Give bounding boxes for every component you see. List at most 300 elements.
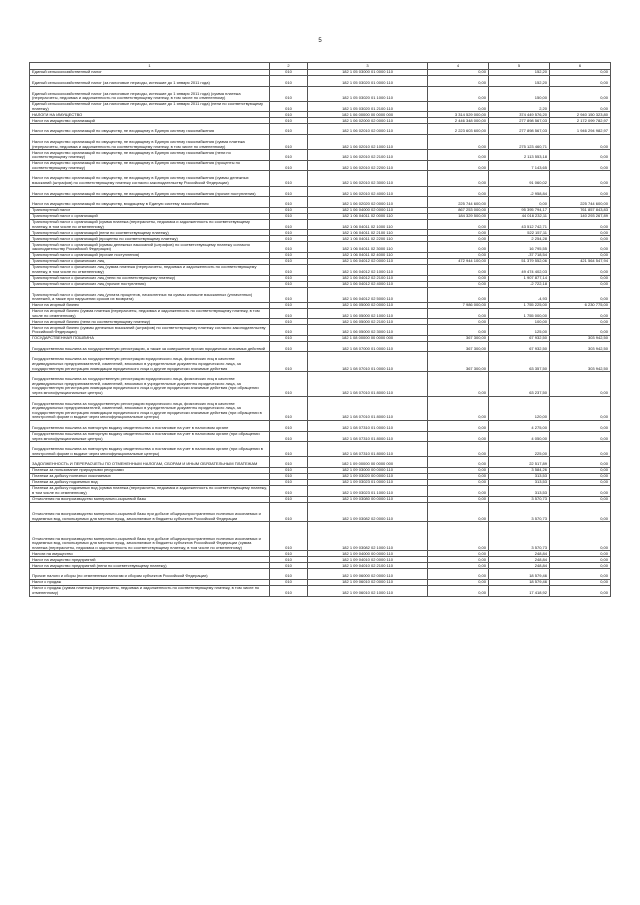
row-remaining: 0,00 — [550, 557, 611, 563]
table-row — [30, 171, 611, 186]
row-kbk: 182 1 06 02010 02 2100 110 — [308, 150, 428, 161]
row-code: 010 — [270, 242, 308, 253]
row-plan: 0,00 — [428, 230, 489, 236]
row-plan: 0,00 — [428, 287, 489, 302]
row-executed: 43 512 742,71 — [489, 219, 550, 230]
row-kbk: 182 1 06 05000 02 2100 110 — [308, 319, 428, 325]
row-remaining: 0,00 — [550, 101, 611, 112]
table-row — [30, 76, 611, 87]
row-name: Налог с продаж (сумма платежа (перерасчеты, недоимка и задолженность по соответствующему платежу, в том числе по отмененному) — [30, 586, 270, 597]
row-kbk: 182 1 06 04012 02 5000 110 — [308, 287, 428, 302]
table-row — [30, 186, 611, 197]
row-remaining: 0,00 — [550, 70, 611, 76]
row-plan: 0,00 — [428, 86, 489, 101]
row-plan: 0,00 — [428, 252, 489, 258]
row-remaining: 2 940 150 323,80 — [550, 112, 611, 118]
row-name: Налог на имущество организаций по имуществу, не входящему в Единую систему газоснабжения (пени по соответствующему платежу) — [30, 150, 270, 161]
row-executed: 67 932,50 — [489, 335, 550, 341]
row-name: Платежи за добычу подземных вод — [30, 480, 270, 486]
row-name: Единый сельскохозяйственный налог (за налоговые периоды, истекшие до 1 января 2011 года) (пени по соответствующему платежу) — [30, 101, 270, 112]
row-remaining: 0,00 — [550, 486, 611, 497]
row-remaining: 0,00 — [550, 219, 611, 230]
row-executed: 125,00 — [489, 325, 550, 336]
header-row — [30, 63, 611, 70]
row-remaining: 0,00 — [550, 457, 611, 468]
row-kbk: 182 1 09 03080 00 0000 110 — [308, 496, 428, 502]
row-name: Отчисления на воспроизводство минерально-сырьевой базы при добыче общераспространенных полезных ископаемых и подземных вод, используемых для местных нужд, зачисляемые в бюджеты субъектов Российской Федерации — [30, 502, 270, 522]
row-remaining: 0,00 — [550, 474, 611, 480]
row-remaining: 0,00 — [550, 242, 611, 253]
row-executed: 3 570,73 — [489, 522, 550, 551]
row-kbk: 182 1 06 04011 02 2100 110 — [308, 230, 428, 236]
header-cell: 1 — [30, 63, 270, 70]
row-code: 010 — [270, 76, 308, 87]
row-remaining: 0,00 — [550, 281, 611, 287]
row-executed: 152,20 — [489, 70, 550, 76]
row-remaining: 0,00 — [550, 76, 611, 87]
row-plan: 0,00 — [428, 442, 489, 457]
row-executed: 1 755 225,00 — [489, 302, 550, 308]
row-code: 010 — [270, 352, 308, 372]
row-executed: 313,53 — [489, 474, 550, 480]
row-kbk: 182 1 09 03082 02 0000 110 — [308, 502, 428, 522]
table-row — [30, 150, 611, 161]
row-kbk: 182 1 08 07310 01 8000 110 — [308, 431, 428, 442]
row-kbk: 182 1 09 04010 02 0000 110 — [308, 557, 428, 563]
row-remaining: 0,00 — [550, 580, 611, 586]
row-code: 010 — [270, 230, 308, 236]
row-code: 010 — [270, 264, 308, 275]
row-code: 010 — [270, 171, 308, 186]
row-executed: -2 722,18 — [489, 281, 550, 287]
table-row — [30, 442, 611, 457]
row-executed: 7 143,65 — [489, 160, 550, 171]
row-executed: 313,53 — [489, 480, 550, 486]
row-kbk: 182 1 06 05000 02 0000 110 — [308, 302, 428, 308]
row-code: 010 — [270, 372, 308, 396]
row-plan: 0,00 — [428, 421, 489, 432]
row-plan: 867 253 000,00 — [428, 207, 489, 213]
row-executed: 16 795,55 — [489, 242, 550, 253]
row-code: 010 — [270, 236, 308, 242]
row-code: 010 — [270, 124, 308, 135]
row-code: 010 — [270, 522, 308, 551]
row-code: 010 — [270, 197, 308, 208]
row-name: Транспортный налог с организаций (прочие поступления) — [30, 252, 270, 258]
table-row — [30, 86, 611, 101]
row-kbk: 182 1 06 04012 02 0000 110 — [308, 258, 428, 264]
row-remaining: 1 946 294 982,97 — [550, 124, 611, 135]
row-name: ГОСУДАРСТВЕННАЯ ПОШЛИНА — [30, 335, 270, 341]
row-remaining: 0,00 — [550, 230, 611, 236]
row-executed: -37 718,54 — [489, 252, 550, 258]
table-row — [30, 522, 611, 551]
header-cell: 5 — [489, 63, 550, 70]
row-executed: -4,93 — [489, 287, 550, 302]
table-row — [30, 134, 611, 149]
row-name: Транспортный налог с организаций (сумма платежа (перерасчеты, недоимка и задолженность по соответствующему платежу, в том числе по отмененному) — [30, 219, 270, 230]
row-executed: 91 060,02 — [489, 171, 550, 186]
row-remaining: 0,00 — [550, 563, 611, 569]
row-executed: 95 395 794,17 — [489, 207, 550, 213]
row-code: 010 — [270, 70, 308, 76]
row-remaining: 0,00 — [550, 287, 611, 302]
row-kbk: 182 1 06 02010 02 1000 110 — [308, 134, 428, 149]
row-kbk: 182 1 06 02000 02 0000 110 — [308, 118, 428, 124]
row-executed: 150,00 — [489, 86, 550, 101]
row-name: Платежи за пользование природными ресурсами — [30, 468, 270, 474]
row-plan: 0,00 — [428, 101, 489, 112]
row-name: Единый сельскохозяйственный налог (за налоговые периоды, истекшие до 1 января 2011 года) — [30, 76, 270, 87]
row-plan: 7 986 000,00 — [428, 302, 489, 308]
row-code: 010 — [270, 302, 308, 308]
row-code: 010 — [270, 319, 308, 325]
row-name: Налог на имущество организаций по имуществу, не входящему в Единую систему газоснабжения — [30, 124, 270, 135]
row-kbk: 182 1 06 04011 02 3000 110 — [308, 242, 428, 253]
row-code: 010 — [270, 86, 308, 101]
row-kbk: 182 1 08 07010 01 8000 110 — [308, 396, 428, 420]
row-kbk: 182 1 09 03020 00 0000 110 — [308, 474, 428, 480]
row-plan: 367 300,00 — [428, 352, 489, 372]
row-kbk: 182 1 08 07010 01 8000 110 — [308, 372, 428, 396]
row-name: Налог на имущество предприятий — [30, 557, 270, 563]
row-kbk: 182 1 06 04012 02 2100 110 — [308, 275, 428, 281]
row-kbk: 182 1 09 00000 00 0000 000 — [308, 457, 428, 468]
row-name: Платежи за добычу полезных ископаемых — [30, 474, 270, 480]
header-cell: 4 — [428, 63, 489, 70]
row-name: Платежи за добычу подземных вод (сумма платежа (перерасчеты, недоимка и задолженность по соответствующему платежу, в том числе по отмененному) — [30, 486, 270, 497]
row-code: 010 — [270, 112, 308, 118]
header-cell: 3 — [308, 63, 428, 70]
row-code: 010 — [270, 421, 308, 432]
row-executed: 248,84 — [489, 557, 550, 563]
row-executed: 49 474 402,03 — [489, 264, 550, 275]
row-remaining: 6 230 775,00 — [550, 302, 611, 308]
row-kbk: 182 1 09 04010 02 2100 110 — [308, 563, 428, 569]
row-code: 010 — [270, 287, 308, 302]
row-remaining: 0,00 — [550, 264, 611, 275]
row-kbk: 182 1 05 03020 01 0000 110 — [308, 76, 428, 87]
row-remaining: 0,00 — [550, 252, 611, 258]
row-name: Транспортный налог с организаций (суммы денежных взысканий (штрафов) по соответствующему платежу согласно законодательству Российской Федерации) — [30, 242, 270, 253]
row-name: Транспортный налог с физических лиц (уплата процентов, начисленных на суммы излишне взысканных (уплаченных) платежей, а также при нарушении сроков их возврата) — [30, 287, 270, 302]
row-name: Государственная пошлина за повторную выдачу свидетельства о постановке на учет в налоговом органе (при обращении в электронной форме и выдаче через многофункциональные центры) — [30, 442, 270, 457]
row-code: 010 — [270, 252, 308, 258]
row-kbk: 182 1 09 03023 01 0000 110 — [308, 480, 428, 486]
row-remaining: 0,00 — [550, 150, 611, 161]
row-executed: 2 113 553,18 — [489, 150, 550, 161]
header-cell: 6 — [550, 63, 611, 70]
row-code: 010 — [270, 569, 308, 580]
row-remaining: 0,00 — [550, 275, 611, 281]
row-code: 010 — [270, 335, 308, 341]
row-name: Транспортный налог с физических лиц (прочие поступления) — [30, 281, 270, 287]
row-code: 010 — [270, 496, 308, 502]
row-plan: 0,00 — [428, 171, 489, 186]
row-executed: 18 579,46 — [489, 580, 550, 586]
row-code: 010 — [270, 486, 308, 497]
table-row — [30, 308, 611, 319]
row-name: Налог на игорный бизнес — [30, 302, 270, 308]
row-remaining: 0,00 — [550, 325, 611, 336]
row-executed: 67 932,50 — [489, 341, 550, 352]
row-kbk: 182 1 06 04012 02 1000 110 — [308, 264, 428, 275]
table-row — [30, 502, 611, 522]
row-remaining: 0,00 — [550, 171, 611, 186]
row-code: 010 — [270, 474, 308, 480]
row-kbk: 182 1 06 02010 02 4000 110 — [308, 186, 428, 197]
row-name: Налог с продаж — [30, 580, 270, 586]
row-remaining: 0,00 — [550, 551, 611, 557]
row-name: Налог на имущество организаций по имуществу, входящему в Единую систему газоснабжения — [30, 197, 270, 208]
row-name: Налог на имущество организаций по имуществу, не входящему в Единую систему газоснабжения (сумма платежа (перерасчеты, недоимка и задолженность по соответствующему платежу, в том числе по отмененному) — [30, 134, 270, 149]
row-executed: 17 418,92 — [489, 586, 550, 597]
row-plan: 184 329 500,00 — [428, 213, 489, 219]
row-code: 010 — [270, 341, 308, 352]
row-remaining: 0,00 — [550, 421, 611, 432]
row-kbk: 182 1 09 03023 01 1000 110 — [308, 486, 428, 497]
row-code: 010 — [270, 213, 308, 219]
row-executed: 100,00 — [489, 319, 550, 325]
row-code: 010 — [270, 150, 308, 161]
row-remaining: 303 942,50 — [550, 335, 611, 341]
row-code: 010 — [270, 580, 308, 586]
row-executed: 22 517,89 — [489, 457, 550, 468]
row-remaining: 0,00 — [550, 586, 611, 597]
row-name: Налог на игорный бизнес (суммы денежных взысканий (штрафов) по соответствующему платежу согласно законодательству Российской Федерации) — [30, 325, 270, 336]
row-kbk: 182 1 09 06010 02 0000 110 — [308, 580, 428, 586]
table-row — [30, 242, 611, 253]
table-row — [30, 569, 611, 580]
row-kbk: 182 1 06 05000 02 1000 110 — [308, 308, 428, 319]
row-executed: 2,20 — [489, 101, 550, 112]
row-plan: 0,00 — [428, 160, 489, 171]
row-plan: 0,00 — [428, 325, 489, 336]
row-remaining: 761 857 843,83 — [550, 207, 611, 213]
table-row — [30, 421, 611, 432]
row-executed: 63 357,50 — [489, 352, 550, 372]
row-executed: 0,00 — [489, 197, 550, 208]
row-code: 010 — [270, 207, 308, 213]
row-executed: 120,00 — [489, 396, 550, 420]
row-executed: 4 050,00 — [489, 431, 550, 442]
row-kbk: 182 1 09 03000 00 0000 110 — [308, 468, 428, 474]
row-remaining: 303 942,50 — [550, 341, 611, 352]
table-row — [30, 341, 611, 352]
row-code: 010 — [270, 134, 308, 149]
row-name: Налог на имущество организаций по имуществу, не входящему в Единую систему газоснабжения (проценты по соответствующему платежу) — [30, 160, 270, 171]
table-row — [30, 101, 611, 112]
row-remaining: 0,00 — [550, 160, 611, 171]
row-remaining: 225 744 600,00 — [550, 197, 611, 208]
row-kbk: 182 1 09 04000 00 0000 110 — [308, 551, 428, 557]
table-row — [30, 325, 611, 336]
row-code: 010 — [270, 396, 308, 420]
row-plan: 2 223 603 600,00 — [428, 124, 489, 135]
row-plan: 0,00 — [428, 431, 489, 442]
row-code: 010 — [270, 160, 308, 171]
row-code: 010 — [270, 480, 308, 486]
row-executed: 225,00 — [489, 442, 550, 457]
row-executed: 2 254,28 — [489, 236, 550, 242]
row-plan: 0,00 — [428, 396, 489, 420]
row-executed: 1 907 877,14 — [489, 275, 550, 281]
row-name: Налоги на имущество — [30, 551, 270, 557]
row-code: 010 — [270, 308, 308, 319]
row-code: 010 — [270, 431, 308, 442]
row-plan: 0,00 — [428, 319, 489, 325]
row-remaining: 0,00 — [550, 431, 611, 442]
row-plan: 0,00 — [428, 502, 489, 522]
row-kbk: 182 1 06 05000 02 3000 110 — [308, 325, 428, 336]
row-name: Транспортный налог с физических лиц (сумма платежа (перерасчеты, недоимка и задолженность по соответствующему платежу, в том числе по отмененному) — [30, 264, 270, 275]
row-kbk: 182 1 08 07310 01 8000 110 — [308, 442, 428, 457]
row-name: Налог на имущество организаций по имуществу, не входящему в Единую систему газоснабжения (прочие поступления) — [30, 186, 270, 197]
table-row — [30, 197, 611, 208]
table-row — [30, 457, 611, 468]
row-executed: -2 958,84 — [489, 186, 550, 197]
row-remaining: 0,00 — [550, 372, 611, 396]
row-kbk: 182 1 08 07010 01 0000 110 — [308, 352, 428, 372]
table-row — [30, 264, 611, 275]
row-name: Налог на имущество организаций по имуществу, не входящему в Единую систему газоснабжения (суммы денежных взысканий (штрафов) по соответствующему платежу согласно законодательству Российской Федерации) — [30, 171, 270, 186]
row-plan: 0,00 — [428, 580, 489, 586]
row-plan: 0,00 — [428, 134, 489, 149]
row-executed: 277 898 567,03 — [489, 118, 550, 124]
row-code: 010 — [270, 468, 308, 474]
report-table — [29, 62, 611, 597]
table-row — [30, 124, 611, 135]
row-executed: 313,53 — [489, 486, 550, 497]
row-remaining: 140 293 267,89 — [550, 213, 611, 219]
row-plan: 0,00 — [428, 308, 489, 319]
row-kbk: 182 1 06 02010 02 2200 110 — [308, 160, 428, 171]
row-name: Транспортный налог — [30, 207, 270, 213]
row-plan: 0,00 — [428, 219, 489, 230]
row-plan: 2 446 348 000,00 — [428, 118, 489, 124]
row-name: Государственная пошлина за повторную выдачу свидетельства о постановке на учет в налоговом органе — [30, 421, 270, 432]
table-row — [30, 352, 611, 372]
row-kbk: 182 1 05 03020 01 2100 110 — [308, 101, 428, 112]
row-name: Отчисления на воспроизводство минерально-сырьевой базы при добыче общераспространенных полезных ископаемых и подземных вод, используемых для местных нужд, зачисляемые в бюджеты субъектов Российской Федерации (сумма платежа (перерасчеты, недоимка и задолженность по соответствующему платежу, в том числе по отмененному) — [30, 522, 270, 551]
row-kbk: 182 1 09 06010 02 1000 110 — [308, 586, 428, 597]
row-code: 010 — [270, 557, 308, 563]
row-name: Государственная пошлина за государственную регистрацию юридического лица, физических лиц в качестве индивидуальных предпринимателей, изменений, вносимых в учредительные документы юридического лица, за государственную регистрацию ликвидации юридического лица и другие юридически значимые действия (при обращении в электронной форме и выдаче через многофункциональные центры) — [30, 396, 270, 420]
page-number: 5 — [318, 38, 322, 44]
row-plan: 367 300,00 — [428, 341, 489, 352]
row-kbk: 182 1 05 03000 01 0000 110 — [308, 70, 428, 76]
row-name: Транспортный налог с организаций (проценты по соответствующему платежу) — [30, 236, 270, 242]
row-plan: 367 300,00 — [428, 335, 489, 341]
row-plan: 0,00 — [428, 275, 489, 281]
row-name: Единый сельскохозяйственный налог — [30, 70, 270, 76]
row-plan: 0,00 — [428, 480, 489, 486]
row-remaining: 0,00 — [550, 522, 611, 551]
row-code: 010 — [270, 118, 308, 124]
row-remaining: 0,00 — [550, 308, 611, 319]
row-plan: 0,00 — [428, 76, 489, 87]
row-executed: 3 570,73 — [489, 496, 550, 502]
row-code: 010 — [270, 101, 308, 112]
row-remaining: 2 172 099 782,97 — [550, 118, 611, 124]
row-name: Транспортный налог с физических лиц (пени по соответствующему платежу) — [30, 275, 270, 281]
row-name: Налог на имущество предприятий (пени по соответствующему платежу) — [30, 563, 270, 569]
row-remaining: 0,00 — [550, 442, 611, 457]
row-executed: 18 579,46 — [489, 569, 550, 580]
row-plan: 3 314 529 000,00 — [428, 112, 489, 118]
row-kbk: 182 1 08 07310 01 0000 110 — [308, 421, 428, 432]
row-executed: 63 237,50 — [489, 372, 550, 396]
row-name: Государственная пошлина за государственную регистрацию, а также за совершение прочих юридически значимых действий — [30, 341, 270, 352]
row-kbk: 182 1 06 04011 02 4000 110 — [308, 252, 428, 258]
row-kbk: 182 1 06 04012 02 4000 110 — [308, 281, 428, 287]
row-plan: 0,00 — [428, 242, 489, 253]
row-executed: 248,84 — [489, 563, 550, 569]
row-name: Транспортный налог с физических лиц — [30, 258, 270, 264]
row-executed: 374 449 576,20 — [489, 112, 550, 118]
row-name: Прочие налоги и сборы (по отмененным налогам и сборам субъектов Российской Федерации) — [30, 569, 270, 580]
table-row — [30, 160, 611, 171]
table-row — [30, 372, 611, 396]
row-remaining: 0,00 — [550, 319, 611, 325]
row-executed: 51 379 552,06 — [489, 258, 550, 264]
row-remaining: 0,00 — [550, 569, 611, 580]
row-remaining: 0,00 — [550, 496, 611, 502]
table-row — [30, 431, 611, 442]
table-row — [30, 486, 611, 497]
row-executed: 522 157,11 — [489, 230, 550, 236]
row-name: Государственная пошлина за повторную выдачу свидетельства о постановке на учет в налоговом органе (при обращении через многофункциональные центры) — [30, 431, 270, 442]
row-kbk: 182 1 06 02010 02 3000 110 — [308, 171, 428, 186]
row-remaining: 421 564 547,94 — [550, 258, 611, 264]
row-remaining: 0,00 — [550, 396, 611, 420]
row-kbk: 182 1 06 00000 00 0000 000 — [308, 112, 428, 118]
row-kbk: 182 1 08 00000 00 0000 000 — [308, 335, 428, 341]
row-code: 010 — [270, 281, 308, 287]
row-kbk: 182 1 06 04011 02 0000 110 — [308, 213, 428, 219]
row-remaining: 0,00 — [550, 468, 611, 474]
row-executed: 277 898 567,03 — [489, 124, 550, 135]
row-executed: 248,84 — [489, 551, 550, 557]
row-code: 010 — [270, 325, 308, 336]
row-remaining: 0,00 — [550, 480, 611, 486]
row-executed: 3 584,26 — [489, 468, 550, 474]
row-plan: 0,00 — [428, 486, 489, 497]
row-name: ЗАДОЛЖЕННОСТЬ И ПЕРЕРАСЧЕТЫ ПО ОТМЕНЕННЫМ НАЛОГАМ, СБОРАМ И ИНЫМ ОБЯЗАТЕЛЬНЫМ ПЛАТЕЖАМ — [30, 457, 270, 468]
row-code: 010 — [270, 563, 308, 569]
row-plan: 0,00 — [428, 236, 489, 242]
row-plan: 0,00 — [428, 150, 489, 161]
row-plan: 0,00 — [428, 281, 489, 287]
row-name: Налог на имущество организаций — [30, 118, 270, 124]
row-name: Единый сельскохозяйственный налог (за налоговые периоды, истекшие до 1 января 2011 года) (сумма платежа (перерасчеты, недоимка и задолженность по соответствующему платежу, в том числе по отмененному) — [30, 86, 270, 101]
row-code: 010 — [270, 442, 308, 457]
row-name: Транспортный налог с организаций — [30, 213, 270, 219]
row-name: Государственная пошлина за государственную регистрацию юридического лица, физических лиц в качестве индивидуальных предпринимателей, изменений, вносимых в учредительные документы юридического лица, за государственную регистрацию ликвидации юридического лица и другие юридически значимые действия (при обращении через многофункциональные центры) — [30, 372, 270, 396]
row-kbk: 182 1 06 04011 02 2200 110 — [308, 236, 428, 242]
row-kbk: 182 1 09 03082 02 1000 110 — [308, 522, 428, 551]
row-plan: 0,00 — [428, 457, 489, 468]
row-executed: 4 275,00 — [489, 421, 550, 432]
row-remaining: 0,00 — [550, 236, 611, 242]
row-name: НАЛОГИ НА ИМУЩЕСТВО — [30, 112, 270, 118]
row-remaining: 0,00 — [550, 502, 611, 522]
row-plan: 0,00 — [428, 186, 489, 197]
row-plan: 0,00 — [428, 563, 489, 569]
row-executed: 1 755 000,00 — [489, 308, 550, 319]
table-row — [30, 219, 611, 230]
row-plan: 0,00 — [428, 522, 489, 551]
